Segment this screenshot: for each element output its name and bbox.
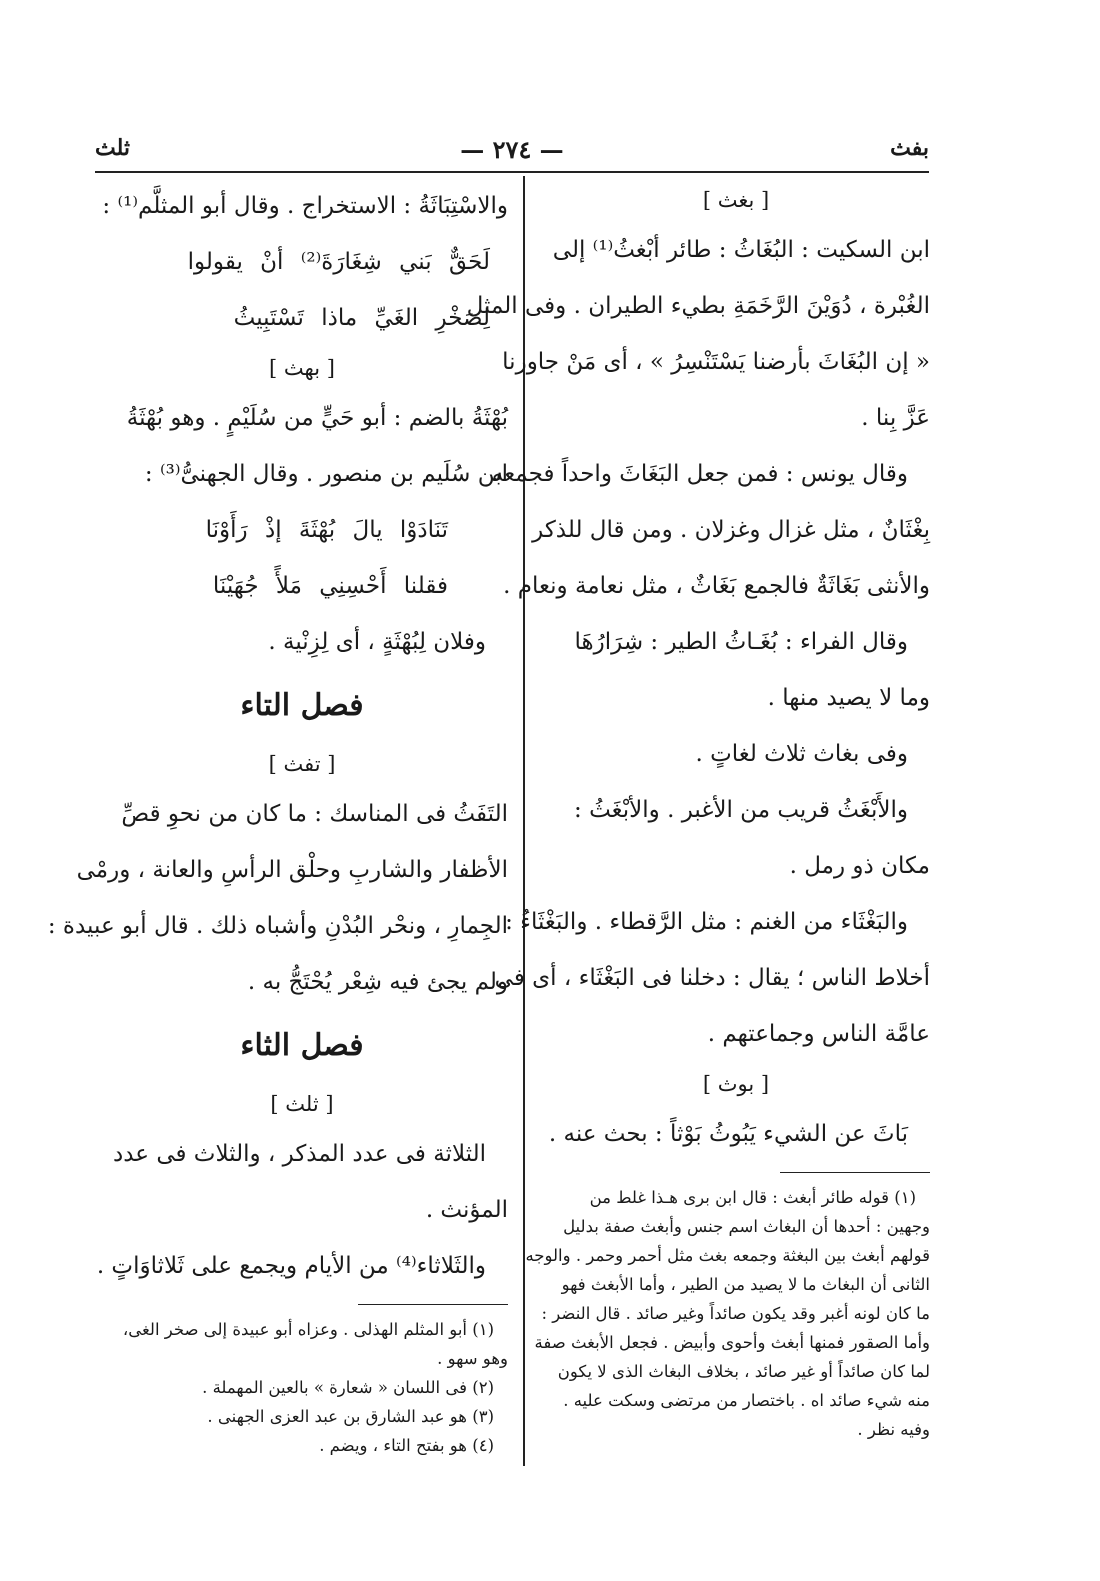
text-line: بِغْثَانٌ ، مثل غزال وغزلان . ومن قال للذكر bbox=[532, 517, 930, 543]
header-rule bbox=[95, 171, 929, 173]
text-line: ابن السكيت : البُغَاثُ : طائر أبْغثُ⁽¹⁾ إلى bbox=[552, 237, 930, 263]
section-title-tha: فصل الثاء bbox=[240, 1028, 364, 1063]
poem-verse: تَنَادَوْا يالَ بُهْثَةَ إذْ رَأَوْنَا bbox=[205, 517, 448, 543]
poem-verse: فقلنا أَحْسِنِي مَلأً جُهَيْنَا bbox=[212, 573, 448, 599]
text-line: ولم يجئ فيه شِعْر يُحْتَجُّ به . bbox=[247, 969, 508, 995]
footnote-line: ما كان لونه أغبر وقد يكون صائداً وغير صائد . قال النضر : bbox=[541, 1304, 930, 1323]
text-line: الأظفار والشاربِ وحلْق الرأسِ والعانة ، ورمْى bbox=[76, 857, 508, 883]
text-line: والاسْتِبَاثَةُ : الاستخراج . وقال أبو المثلَّم⁽¹⁾ : bbox=[102, 193, 508, 219]
footnote-line: وجهين : أحدها أن البغاث اسم جنس وأبغث صفة بدليل bbox=[563, 1217, 930, 1236]
text-line: وفى بغاث ثلاث لغاتٍ . bbox=[695, 741, 908, 767]
text-line: عَزَّ بِنا . bbox=[861, 405, 930, 431]
text-line: بُهْثَةُ بالضم : أبو حَيٍّ من سُلَيْمٍ . وهو بُهْثَةُ bbox=[126, 405, 508, 431]
text-line: المؤنث . bbox=[425, 1197, 508, 1223]
text-line: الثلاثة فى عدد المذكر ، والثلاث فى عدد bbox=[112, 1141, 486, 1167]
footnote-line: وهو سهو . bbox=[437, 1349, 508, 1368]
text-line: التَفَثُ فى المناسك : ما كان من نحوِ قصِّ bbox=[121, 801, 508, 827]
poem-verse: لَحَقٌّ بَني شِغَارَةَ⁽²⁾ أنْ يقولوا bbox=[187, 249, 490, 275]
footnote-line: (١) قوله طائر أبغث : قال ابن برى هـذا غلط من bbox=[589, 1188, 916, 1207]
footnote-line: وأما الصقور فمنها أبغث وأحوى وأبيض . فجعل الأبغث صفة bbox=[534, 1333, 930, 1352]
entry-title-bhth: [ بهث ] bbox=[269, 356, 335, 380]
text-line: وما لا يصيد منها . bbox=[767, 685, 930, 711]
text-line: والثَلاثاء⁽⁴⁾ من الأيام ويجمع على ثَلاثاوَاتٍ . bbox=[96, 1253, 486, 1279]
text-line: والأَبْغَثُ قريب من الأغبر . والأبْغَثُ : bbox=[574, 797, 908, 823]
footnote-line: قولهم أبغث بين البغثة وجمعه بغث مثل أحمر وحمر . والوجه bbox=[525, 1246, 930, 1265]
footnote-line: (٣) هو عبد الشارق بن عبد العزى الجهنى . bbox=[207, 1407, 494, 1426]
section-title-ta: فصل التاء bbox=[240, 688, 364, 723]
poem-verse: لِصَخْرِ الغَيِّ ماذا تَسْتَبِيثُ bbox=[233, 305, 490, 331]
footnote-line: (٤) هو بفتح التاء ، ويضم . bbox=[319, 1436, 494, 1455]
text-line: الجِمارِ ، ونحْر البُدْنِ وأشباه ذلك . قال أبو عبيدة : bbox=[47, 913, 508, 939]
text-line: مكان ذو رمل . bbox=[789, 853, 930, 879]
text-line: وقال الفراء : بُغَـاثُ الطير : شِرَارُهَا bbox=[574, 629, 908, 655]
entry-title-thlth: [ ثلث ] bbox=[270, 1092, 334, 1116]
page-header bbox=[95, 135, 929, 175]
footnote-line: (١) أبو المثلم الهذلى . وعزاه أبو عبيدة إلى صخر الغى، bbox=[122, 1320, 494, 1339]
text-line: الغُبْرة ، دُوَيْنَ الرَّخَمَةِ بطيء الطيران . وفى المثل bbox=[466, 293, 930, 319]
footnote-rule bbox=[780, 1172, 930, 1173]
footnote-line: لما كان صائداً أو غير صائد ، بخلاف البغاث الذى لا يكون bbox=[557, 1362, 930, 1381]
text-line: ابن سُلَيم بن منصور . وقال الجهنىُّ⁽³⁾ : bbox=[144, 461, 508, 487]
text-line: أخلاط الناس ؛ يقال : دخلنا فى البَغْثَاء ، أى فى bbox=[494, 965, 930, 991]
footnote-rule bbox=[358, 1304, 508, 1305]
text-line: والأنثى بَغَاثَةٌ فالجمع بَغَاثٌ ، مثل نعامة ونعام . bbox=[503, 573, 930, 599]
text-line: والبَغْثَاء من الغنم : مثل الرَّقطاء . والبَغْثَاءُ : bbox=[505, 909, 908, 935]
text-line: عامَّة الناس وجماعتهم . bbox=[707, 1021, 930, 1047]
entry-title-bwth: [ بوث ] bbox=[702, 1072, 770, 1096]
page-number: — ٢٧٤ — bbox=[460, 135, 564, 164]
header-left-headword: ثلث bbox=[95, 135, 131, 161]
left-column bbox=[47, 178, 508, 1460]
footnote-line: منه شيء صائد اه . باختصار من مرتضى وسكت عليه . bbox=[563, 1391, 930, 1410]
text-line: « إن البُغَاثَ بأرضنا يَسْتَنْسِرُ » ، أى مَنْ جاورنا bbox=[502, 349, 930, 375]
entry-title-tfth: [ تفث ] bbox=[268, 752, 336, 776]
footnote-line: وفيه نظر . bbox=[857, 1420, 930, 1439]
text-line: وفلان لِبُهْثَةٍ ، أى لِزِنْية . bbox=[268, 629, 486, 655]
footnote-line: الثانى أن البغاث ما لا يصيد من الطير ، وأما الأبغث فهو bbox=[561, 1275, 930, 1294]
entry-title-bghth: [ بغث ] bbox=[702, 188, 770, 212]
text-line: بَاثَ عن الشيء يَبُوثُ بَوْثاً : بحث عنه . bbox=[548, 1121, 908, 1147]
footnote-line: (٢) فى اللسان « شعارة » بالعين المهملة . bbox=[202, 1378, 494, 1397]
text-line: وقال يونس : فمن جعل البَغَاثَ واحداً فجمعه bbox=[491, 461, 908, 487]
header-right-headword: بفث bbox=[890, 135, 929, 161]
